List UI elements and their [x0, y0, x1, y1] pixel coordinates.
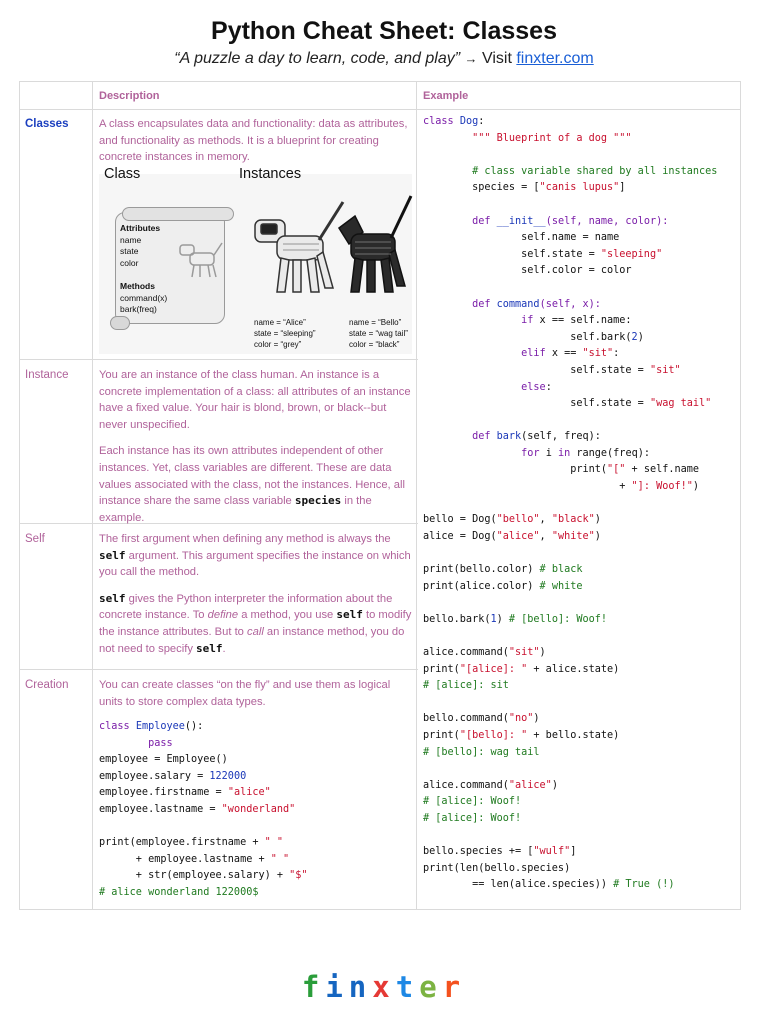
code-token: species = [	[423, 182, 540, 194]
code-token: "canis lupus"	[539, 182, 620, 194]
instances-heading: Instances	[239, 166, 302, 182]
logo-letter: n	[348, 970, 373, 1004]
code-token: "sit"	[508, 647, 540, 658]
code-token: in	[557, 447, 577, 459]
row-label-classes: Classes	[25, 118, 69, 130]
code-line	[423, 612, 738, 629]
code-line	[423, 330, 738, 347]
code-token: # [bello]: wag tail	[423, 746, 540, 758]
code-token: + alice.state)	[527, 663, 620, 675]
code-line	[423, 230, 738, 247]
code-token: " "	[270, 853, 290, 865]
code-token: employee = Employee()	[99, 754, 228, 766]
code-token: "wonderland"	[221, 803, 296, 815]
code-token	[423, 299, 472, 310]
code-line	[423, 380, 738, 397]
code-line	[423, 346, 738, 363]
code-token: (self, x):	[539, 298, 601, 310]
code-token: alice = Dog(	[423, 530, 497, 542]
class-scroll-icon	[115, 212, 225, 324]
header-description: Description	[99, 90, 160, 102]
code-token: print(	[423, 464, 608, 476]
code-line	[423, 496, 738, 513]
code-line	[423, 396, 738, 413]
row-divider	[20, 359, 418, 360]
code-line	[423, 877, 738, 894]
code-token: + bello.state)	[527, 729, 620, 741]
code-token: ]	[570, 846, 577, 858]
code-token	[423, 166, 472, 177]
code-token: "bello"	[496, 514, 540, 526]
subtitle	[0, 50, 768, 68]
code-line	[99, 719, 412, 736]
subtitle-quote: “A puzzle a day to learn, code, and play”	[174, 50, 461, 67]
code-token: )	[637, 331, 644, 343]
code-token: pass	[99, 737, 173, 749]
code-token	[423, 216, 472, 227]
code-token: :	[478, 116, 485, 127]
code-line	[423, 313, 738, 330]
bello-caption: name = “Bello” state = “wag tail” color = “black”	[349, 318, 408, 349]
code-token: self.name = name	[423, 232, 620, 244]
code-token: "$"	[289, 870, 308, 882]
code-token: 2	[631, 331, 638, 343]
code-line	[99, 802, 412, 819]
code-line	[99, 835, 412, 852]
code-token: elif	[521, 348, 552, 360]
code-token: # black	[539, 564, 583, 576]
code-token: self.bark(	[423, 331, 632, 343]
code-line	[423, 413, 738, 430]
logo-letter: t	[395, 970, 420, 1004]
code-token: bello = Dog(	[423, 514, 497, 526]
self-description: The first argument when defining any method is always the self argument. This argument specifies the instance on which you call the method. self gives the Python interpreter the information about the concrete instance. To define a method, you use self to modify the instance attributes. But to call an instance method, you do not need to specify self.	[99, 533, 412, 655]
code-line	[423, 728, 738, 745]
code-token: def	[472, 215, 497, 227]
code-line	[423, 214, 738, 231]
code-token: # True (!)	[613, 879, 675, 891]
code-token: ,	[539, 514, 552, 526]
code-line	[423, 861, 738, 878]
code-token: "sit"	[582, 348, 614, 360]
code-token: __init__	[496, 215, 546, 227]
code-line	[423, 678, 738, 695]
finxter-link[interactable]: finxter.com	[516, 50, 594, 67]
code-token: print(employee.firstname +	[99, 837, 265, 849]
code-token: ,	[539, 530, 552, 542]
page-title: Python Cheat Sheet: Classes	[211, 17, 557, 45]
code-token: )	[533, 713, 540, 725]
logo-letter: f	[301, 970, 326, 1004]
code-token: " "	[264, 837, 284, 849]
code-line	[423, 579, 738, 596]
code-token: "["	[607, 464, 626, 476]
code-token: :	[545, 381, 552, 393]
code-token: x == self.name:	[539, 315, 632, 327]
row-label-creation: Creation	[25, 679, 69, 691]
code-token: # class variable shared by all instances	[472, 165, 718, 177]
code-token: bello.species += [	[423, 846, 534, 858]
code-token: ]	[619, 182, 626, 194]
code-line	[423, 711, 738, 728]
code-token: )	[594, 514, 601, 526]
code-token: print(	[423, 663, 460, 675]
code-line	[423, 645, 738, 662]
code-line	[423, 164, 738, 181]
code-token: "[bello]: "	[459, 729, 528, 741]
alice-caption: name = “Alice” state = “sleeping” color = “grey”	[254, 318, 316, 349]
column-divider	[416, 82, 417, 909]
code-token	[423, 382, 521, 393]
code-token: "alice"	[496, 530, 540, 542]
header-divider	[20, 109, 740, 110]
code-token: Employee	[135, 721, 185, 732]
code-token: i	[545, 447, 558, 459]
code-token: ():	[184, 721, 204, 732]
code-token: "alice"	[508, 779, 552, 791]
code-token: else	[521, 381, 546, 393]
code-line	[423, 745, 738, 762]
code-token: if	[521, 315, 540, 327]
code-token: bello.bark(	[423, 613, 491, 625]
code-token: """ Blueprint of a dog """	[472, 132, 632, 144]
code-line	[423, 446, 738, 463]
code-token: +	[423, 481, 632, 493]
code-token: alice.command(	[423, 647, 509, 658]
code-line	[423, 761, 738, 778]
code-token: x ==	[551, 348, 583, 360]
ghost-robot-dog-icon	[176, 235, 224, 283]
code-line	[423, 828, 738, 845]
code-line	[423, 662, 738, 679]
code-line	[423, 462, 738, 479]
code-token: + self.name	[625, 464, 700, 476]
code-line	[423, 844, 738, 861]
code-token: # [alice]: Woof!	[423, 812, 522, 824]
code-token: 1	[490, 613, 497, 625]
code-line	[423, 197, 738, 214]
code-line	[423, 180, 738, 197]
code-token: # alice wonderland 122000$	[99, 886, 259, 898]
attributes-list: Attributes name state color	[120, 223, 161, 268]
bello-robot-dog-icon	[333, 192, 413, 300]
code-line	[423, 562, 738, 579]
code-token: employee.salary =	[99, 770, 210, 782]
code-token: # white	[539, 580, 583, 592]
code-line	[99, 785, 412, 802]
instance-description: You are an instance of the class human. An instance is a concrete implementation of a class: all attributes of an instance have a fixed value. Your hair is blond, brown, or black--but never unspecified. Each instance has its own attributes independent of other instances. Yet, class variables are different. These are data values associated with the class, not the instances. Hence, all instance share the same class variable species in the example.	[99, 369, 411, 524]
code-token	[423, 431, 472, 442]
code-token: "alice"	[227, 787, 271, 799]
classes-description: A class encapsulates data and functionality: data as attributes, and functionality as methods. It is a blueprint for creating concrete instances in memory.	[99, 118, 408, 164]
code-token: "white"	[551, 530, 595, 542]
class-instances-illustration	[99, 166, 412, 354]
code-token: self.state =	[423, 398, 650, 410]
row-label-instance: Instance	[25, 369, 69, 381]
code-token: print(	[423, 729, 460, 741]
code-token: class	[99, 721, 136, 732]
code-token: self.state =	[423, 364, 650, 376]
code-token: )	[539, 647, 546, 658]
code-token	[423, 315, 521, 326]
code-token: + employee.lastname +	[99, 853, 271, 865]
code-token: )	[496, 613, 509, 625]
logo-letter: x	[372, 970, 396, 1004]
code-token: == len(alice.species))	[423, 879, 614, 891]
code-token: (self, name, color):	[545, 215, 669, 227]
code-line	[423, 794, 738, 811]
code-token	[423, 448, 521, 459]
code-line	[423, 479, 738, 496]
subtitle-visit: Visit	[481, 50, 512, 67]
finxter-logo	[0, 970, 768, 1004]
header-example: Example	[423, 90, 469, 102]
code-token: employee.lastname =	[99, 803, 222, 815]
row-label-self: Self	[25, 533, 45, 545]
code-line	[99, 885, 412, 902]
code-line	[99, 752, 412, 769]
code-token: 122000	[209, 770, 247, 782]
example-code-block	[423, 114, 738, 894]
code-token: range(freq):	[576, 447, 650, 459]
code-token: print(alice.color)	[423, 580, 540, 592]
code-token: class	[423, 116, 460, 127]
code-token: # [alice]: Woof!	[423, 796, 522, 808]
code-line	[423, 529, 738, 546]
code-token: for	[521, 447, 546, 459]
code-line	[423, 131, 738, 148]
code-line	[423, 297, 738, 314]
code-line	[423, 263, 738, 280]
code-token: "wulf"	[533, 846, 571, 858]
code-token: bello.command(	[423, 713, 509, 725]
code-token: self.state =	[423, 248, 601, 260]
code-token: "[alice]: "	[459, 663, 528, 675]
arrow-icon: →	[464, 51, 478, 66]
class-heading: Class	[104, 166, 141, 182]
creation-description: You can create classes “on the fly” and use them as logical units to store complex data types.	[99, 679, 391, 708]
code-line	[423, 147, 738, 164]
code-token: "wag tail"	[649, 398, 712, 410]
code-token: employee.firstname =	[99, 787, 228, 799]
code-token: :	[613, 348, 620, 360]
code-line	[423, 695, 738, 712]
code-line	[423, 114, 738, 131]
code-line	[423, 280, 738, 297]
code-token	[423, 133, 472, 144]
code-token: self.color = color	[423, 265, 632, 277]
code-token: "sit"	[649, 364, 681, 376]
code-line	[99, 819, 412, 836]
code-token: def	[472, 431, 497, 443]
code-token: )	[594, 530, 601, 542]
code-token: alice.command(	[423, 779, 509, 791]
code-line	[423, 628, 738, 645]
code-line	[423, 247, 738, 264]
code-token: "sleeping"	[600, 248, 663, 260]
code-token: def	[472, 298, 497, 310]
code-token: Dog	[459, 116, 479, 127]
code-line	[99, 868, 412, 885]
logo-letter: e	[419, 970, 443, 1004]
cheat-sheet-table	[19, 81, 741, 910]
code-token: command	[496, 298, 540, 310]
code-token: + str(employee.salary) +	[99, 870, 290, 882]
code-token: # [bello]: Woof!	[508, 613, 608, 625]
code-token: print(bello.color)	[423, 564, 540, 576]
code-line	[423, 778, 738, 795]
code-line	[423, 545, 738, 562]
code-line	[99, 852, 412, 869]
alice-robot-dog-icon	[247, 192, 347, 300]
code-token: "]: Woof!"	[631, 481, 693, 493]
code-line	[99, 769, 412, 786]
creation-code-block	[99, 719, 412, 902]
logo-letter: i	[325, 970, 349, 1004]
code-token: )	[551, 779, 558, 791]
code-token: "black"	[551, 514, 595, 526]
code-token: print(len(bello.species)	[423, 862, 571, 874]
column-divider	[92, 82, 93, 909]
methods-list: Methods command(x) bark(freq)	[120, 281, 168, 314]
code-line	[423, 363, 738, 380]
code-line	[423, 429, 738, 446]
code-line	[423, 595, 738, 612]
logo-letter: r	[442, 970, 467, 1004]
code-token: "no"	[508, 713, 534, 725]
code-token: # [alice]: sit	[423, 680, 509, 692]
code-token	[423, 348, 521, 359]
code-line	[423, 512, 738, 529]
code-token: bark	[496, 431, 522, 443]
code-line	[423, 811, 738, 828]
code-token: (self, freq):	[521, 431, 601, 443]
code-token: )	[692, 481, 700, 493]
row-divider	[20, 669, 418, 670]
code-line	[99, 736, 412, 753]
